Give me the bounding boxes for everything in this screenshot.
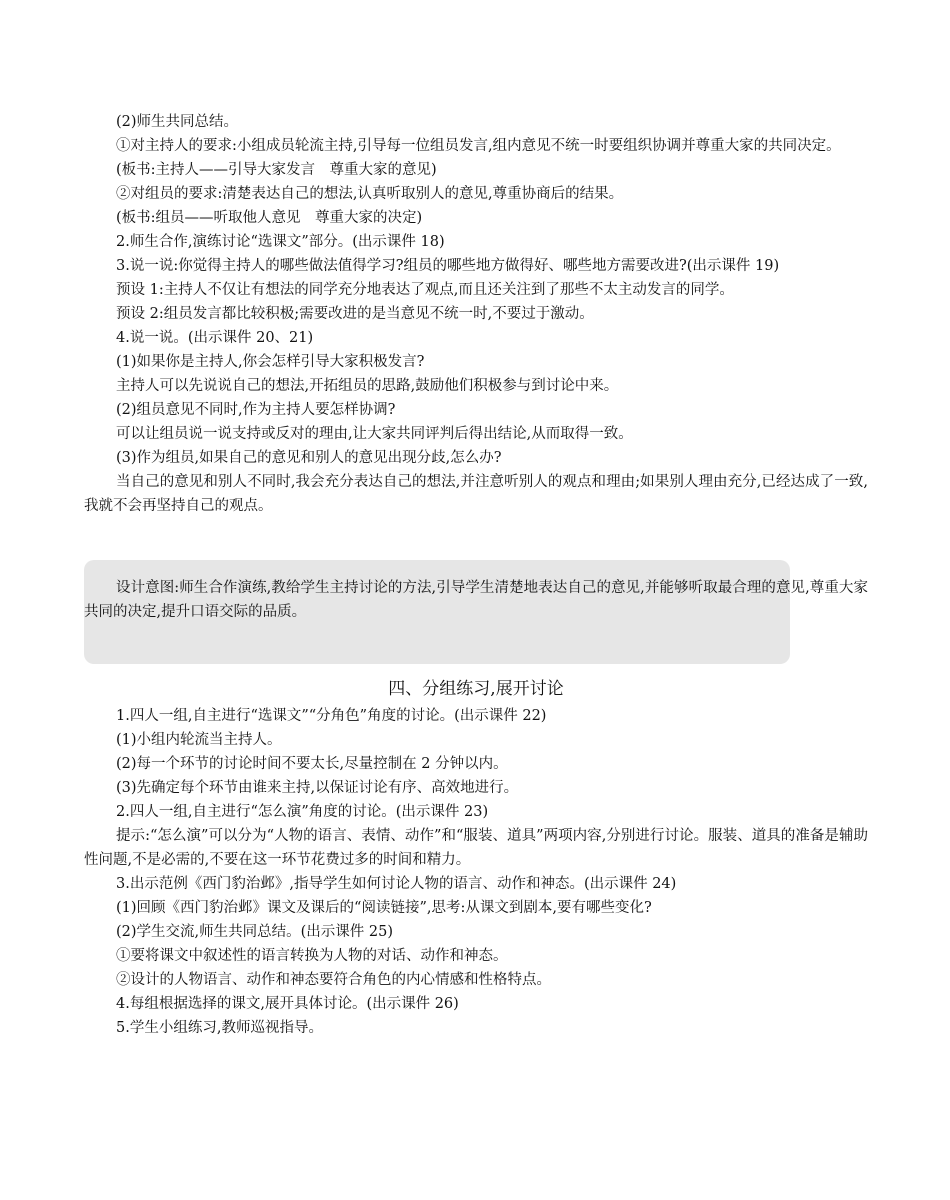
paragraph: (2)学生交流,师生共同总结。(出示课件 25): [116, 924, 394, 940]
paragraph: ②设计的人物语言、动作和神态要符合角色的内心情感和性格特点。: [116, 972, 551, 988]
paragraph: ②对组员的要求:清楚表达自己的想法,认真听取别人的意见,尊重协商后的结果。: [116, 186, 624, 202]
document-page: [84, 110, 868, 1040]
design-intent-box: [84, 560, 868, 664]
paragraph: 提示:“怎么演”可以分为“人物的语言、表情、动作”和“服装、道具”两项内容,分别进行讨论。服装、道具的准备是辅助性问题,不是必需的,不要在这一环节花费过多的时间和精力。: [84, 828, 868, 868]
paragraph: ①要将课文中叙述性的语言转换为人物的对话、动作和神态。: [116, 948, 508, 964]
paragraph: 主持人可以先说说自己的想法,开拓组员的思路,鼓励他们积极参与到讨论中来。: [116, 378, 619, 394]
paragraph: (1)回顾《西门豹治邺》课文及课后的“阅读链接”,思考:从课文到剧本,要有哪些变化?: [116, 900, 652, 916]
paragraph: (1)小组内轮流当主持人。: [116, 732, 282, 748]
paragraph: (2)师生共同总结。: [116, 114, 239, 130]
paragraph: 2.师生合作,演练讨论“选课文”部分。(出示课件 18): [116, 234, 445, 250]
paragraph: 2.四人一组,自主进行“怎么演”角度的讨论。(出示课件 23): [116, 804, 489, 820]
paragraph: (板书:组员——听取他人意见 尊重大家的决定): [116, 210, 423, 226]
group-practice-section: [84, 704, 868, 1040]
design-intent-text: 设计意图:师生合作演练,教给学生主持讨论的方法,引导学生清楚地表达自己的意见,并能够听取最合理的意见,尊重大家共同的决定,提升口语交际的品质。: [84, 580, 868, 620]
paragraph: 3.说一说:你觉得主持人的哪些做法值得学习?组员的哪些地方做得好、哪些地方需要改进?(出示课件 19): [116, 258, 780, 274]
paragraph: ①对主持人的要求:小组成员轮流主持,引导每一位组员发言,组内意见不统一时要组织协调并尊重大家的共同决定。: [116, 138, 841, 154]
paragraph: (2)组员意见不同时,作为主持人要怎样协调?: [116, 402, 396, 418]
section-heading: 四、分组练习,展开讨论: [388, 679, 564, 699]
paragraph: 预设 2:组员发言都比较积极;需要改进的是当意见不统一时,不要过于激动。: [116, 306, 594, 322]
summary-section: [84, 110, 868, 518]
paragraph: (3)作为组员,如果自己的意见和别人的意见出现分歧,怎么办?: [116, 450, 502, 466]
paragraph: (2)每一个环节的讨论时间不要太长,尽量控制在 2 分钟以内。: [116, 756, 508, 772]
paragraph: (1)如果你是主持人,你会怎样引导大家积极发言?: [116, 354, 425, 370]
paragraph: (板书:主持人——引导大家发言 尊重大家的意见): [116, 162, 437, 178]
paragraph: 3.出示范例《西门豹治邺》,指导学生如何讨论人物的语言、动作和神态。(出示课件 24): [116, 876, 677, 892]
paragraph: 可以让组员说一说支持或反对的理由,让大家共同评判后得出结论,从而取得一致。: [116, 426, 633, 442]
paragraph: 4.说一说。(出示课件 20、21): [116, 330, 314, 346]
paragraph: 当自己的意见和别人不同时,我会充分表达自己的想法,并注意听别人的观点和理由;如果别人理由充分,已经达成了一致,我就不会再坚持自己的观点。: [84, 474, 868, 514]
paragraph: 1.四人一组,自主进行“选课文”“分角色”角度的讨论。(出示课件 22): [116, 708, 547, 724]
paragraph: 4.每组根据选择的课文,展开具体讨论。(出示课件 26): [116, 996, 459, 1012]
paragraph: 预设 1:主持人不仅让有想法的同学充分地表达了观点,而且还关注到了那些不太主动发言的同学。: [116, 282, 734, 298]
paragraph: (3)先确定每个环节由谁来主持,以保证讨论有序、高效地进行。: [116, 780, 519, 796]
paragraph: 5.学生小组练习,教师巡视指导。: [116, 1020, 323, 1036]
